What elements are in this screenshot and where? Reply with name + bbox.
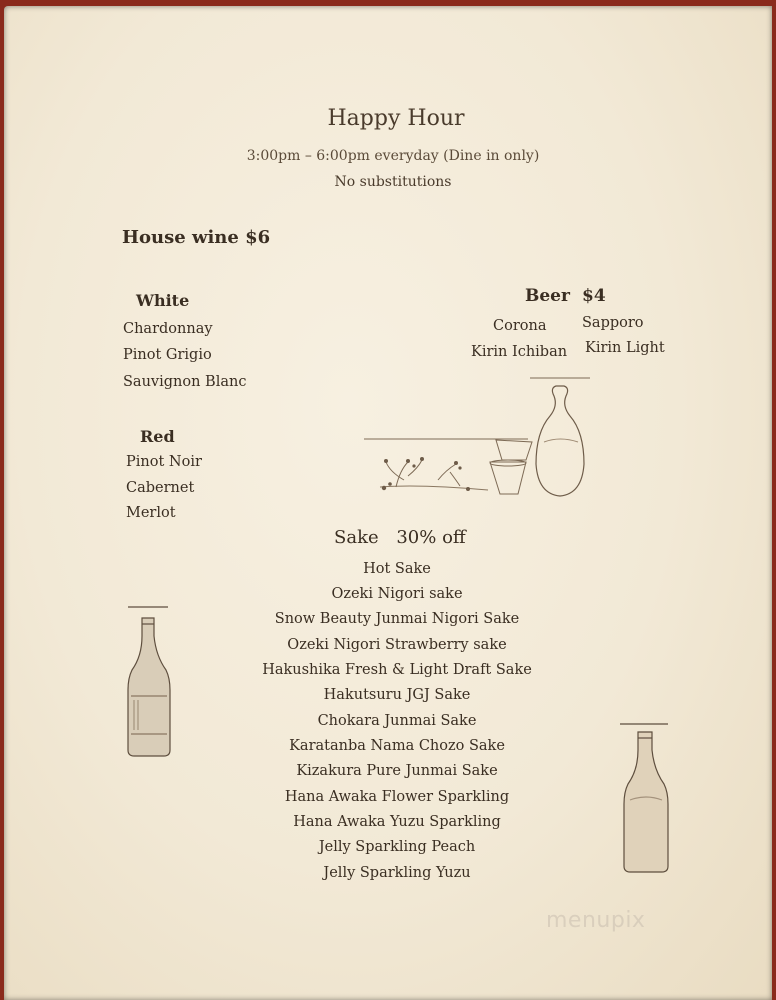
sake-item: Hot Sake (363, 561, 431, 577)
sake-item: Kizakura Pure Junmai Sake (296, 763, 498, 779)
no-substitutions-note: No substitutions (334, 174, 452, 190)
sake-item: Ozeki Nigori sake (331, 586, 463, 602)
white-wine-item: Chardonnay (123, 321, 213, 337)
beer-item: Corona (493, 318, 547, 334)
beer-bottle-icon (616, 720, 674, 880)
house-wine-heading: House wine $6 (122, 227, 271, 248)
sake-set-icon (360, 372, 600, 502)
beer-item: Kirin Light (585, 340, 665, 356)
sake-item: Jelly Sparkling Peach (318, 839, 476, 855)
sake-heading-label: Sake (334, 527, 379, 548)
white-wine-item: Sauvignon Blanc (123, 374, 247, 390)
sake-item: Snow Beauty Junmai Nigori Sake (274, 611, 520, 627)
red-wine-item: Cabernet (126, 480, 195, 496)
sake-item: Hana Awaka Yuzu Sparkling (293, 814, 501, 830)
sake-item: Hakushika Fresh & Light Draft Sake (262, 662, 532, 678)
sake-item: Hakutsuru JGJ Sake (323, 687, 471, 703)
sake-item: Jelly Sparkling Yuzu (323, 865, 471, 881)
sake-heading (334, 527, 466, 548)
red-wine-item: Pinot Noir (126, 454, 202, 470)
beer-item: Kirin Ichiban (471, 344, 568, 360)
white-wine-heading: White (136, 291, 190, 310)
beer-bottle-icon (122, 604, 176, 764)
hours-text: 3:00pm – 6:00pm everyday (Dine in only) (246, 148, 540, 164)
red-wine-item: Merlot (126, 505, 176, 521)
sake-item: Karatanba Nama Chozo Sake (289, 738, 505, 754)
menu-sheet (4, 6, 772, 1000)
white-wine-item: Pinot Grigio (123, 347, 212, 363)
beer-price: $4 (582, 286, 606, 306)
sake-item: Ozeki Nigori Strawberry sake (287, 637, 507, 653)
page-title: Happy Hour (327, 106, 465, 131)
sake-item: Hana Awaka Flower Sparkling (284, 789, 510, 805)
beer-heading: Beer (525, 286, 570, 306)
watermark: menupix (546, 908, 646, 933)
beer-item: Sapporo (582, 315, 644, 331)
sake-discount: 30% off (396, 527, 466, 548)
sake-item: Chokara Junmai Sake (317, 713, 477, 729)
red-wine-heading: Red (140, 427, 175, 446)
